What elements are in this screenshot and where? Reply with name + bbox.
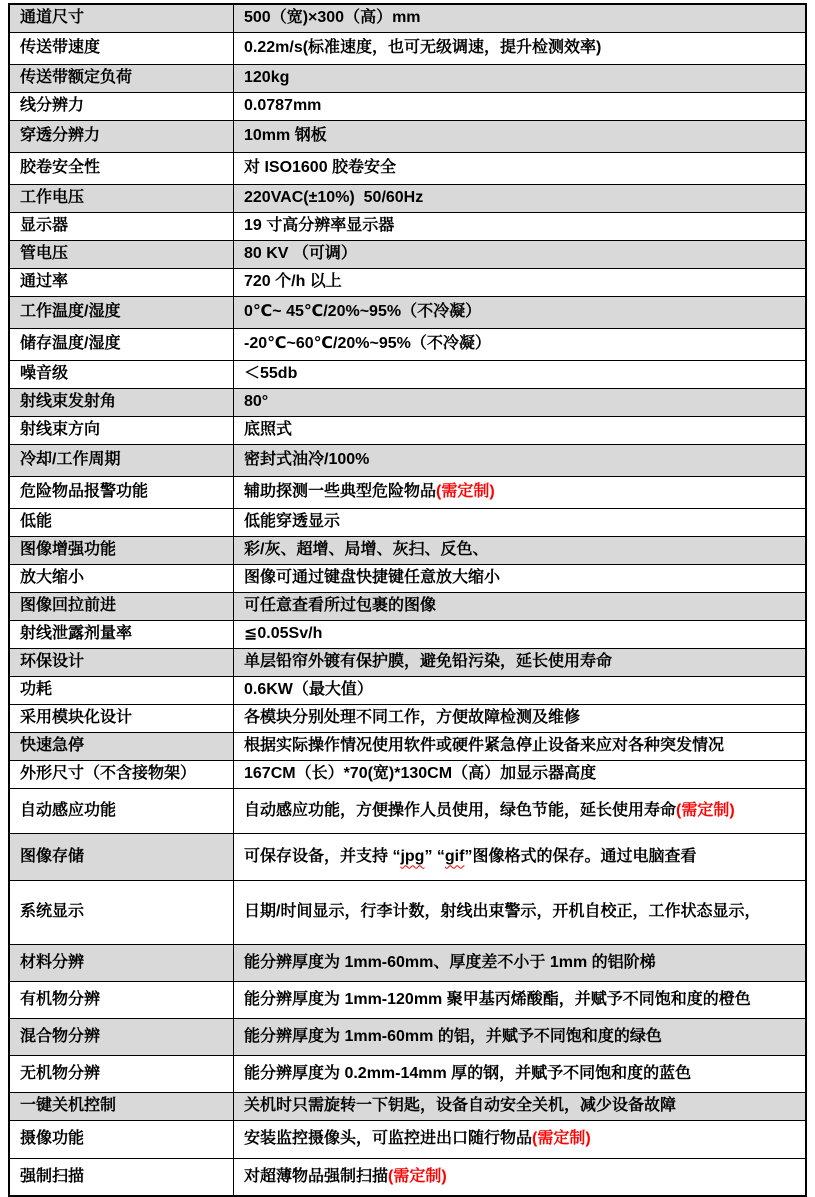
spec-value-segment: 日期/时间显示，行李计数，射线出束警示，开机自校正，工作状态显示， [244,903,761,921]
spec-value-cell [234,329,805,360]
spec-value-text [244,1129,591,1150]
spec-row [10,153,805,185]
spec-label-cell [10,5,234,32]
spec-label-text: 通道尺寸 [20,9,85,27]
spec-value-cell [234,297,805,328]
spec-value-segment: 能分辨厚度为 1mm-60mm 的铝，并赋予不同饱和度的绿色 [244,1027,662,1045]
spec-value-cell [234,477,805,508]
spec-label-cell [10,417,234,444]
spec-row [10,733,805,761]
spec-label-text: 采用模块化设计 [20,709,133,727]
spec-label-text: 传送带速度 [20,39,101,57]
spec-value-text [244,596,436,617]
spec-row [10,537,805,565]
spec-row [10,5,805,33]
spec-label-cell [10,761,234,788]
spec-row [10,185,805,213]
spec-label-cell [10,1019,234,1055]
spec-label-cell [10,509,234,536]
spec-value-cell [234,537,805,564]
spec-row [10,65,805,93]
spec-value-text [244,482,495,503]
spec-label-text: 射线束方向 [20,421,101,439]
spec-label-text: 冷却/工作周期 [20,451,121,469]
spec-row [10,677,805,705]
spec-label-text: 工作温度/湿度 [20,303,121,321]
spec-value-text [244,801,735,822]
spec-row [10,241,805,269]
spec-label-cell [10,677,234,704]
spec-value-text [244,512,340,533]
spec-label-cell [10,945,234,981]
spec-label-text: 危险物品报警功能 [20,483,149,501]
spec-label-text: 管电压 [20,245,69,263]
spec-row [10,329,805,361]
spec-label-cell [10,329,234,360]
spec-row [10,982,805,1019]
spec-value-text [244,364,297,385]
spec-value-segment: 120kg [244,69,290,87]
spec-value-segment: 能分辨厚度为 1mm-60mm、厚度差不小于 1mm 的铝阶梯 [244,953,656,971]
spec-value-segment: ≦0.05Sv/h [244,625,323,643]
spec-value-text [244,652,612,673]
spec-label-text: 自动感应功能 [20,801,117,819]
spec-value-segment: 167CM（长）*70(宽)*130CM（高）加显示器高度 [244,765,597,783]
spec-value-cell [234,649,805,676]
spec-value-segment: 对 ISO1600 胶卷安全 [244,159,397,177]
spec-value-text [244,624,322,645]
spec-value-segment: 图像可通过键盘快捷键任意放大缩小 [244,569,501,587]
spec-row [10,417,805,445]
spec-row [10,621,805,649]
spec-value-cell [234,509,805,536]
spec-value-text [244,96,321,117]
spec-value-segment: 可保存设备，并支持 “ [244,847,401,865]
spec-value-text [244,392,268,413]
spec-label-cell [10,834,234,880]
spec-row [10,705,805,733]
spec-label-text: 图像增强功能 [20,541,117,559]
spec-row [10,789,805,834]
spec-label-text: 线分辨力 [20,97,85,115]
spec-row [10,269,805,297]
spec-label-text: 一键关机控制 [20,1097,117,1115]
spec-row [10,297,805,329]
spec-label-cell [10,881,234,944]
spec-label-cell [10,1159,234,1195]
spec-value-segment: 底照式 [244,421,293,439]
spec-row [10,361,805,389]
spec-value-segment: (需定制) [532,1130,591,1148]
spec-value-cell [234,1159,805,1195]
spec-value-segment: 根据实际操作情况使用软件或硬件紧急停止设备来应对各种突发情况 [244,737,725,755]
spec-value-segment: 720 个/h 以上 [244,273,342,291]
spec-value-segment: 对超薄物品强制扫描 [244,1167,389,1185]
spec-value-cell [234,33,805,64]
spec-value-cell [234,705,805,732]
spec-value-cell [234,789,805,833]
spec-value-segment: ＜55db [244,365,298,383]
spec-value-text [244,680,373,701]
spec-label-text: 环保设计 [20,653,85,671]
spec-label-cell [10,649,234,676]
spec-label-text: 放大缩小 [20,569,85,587]
spec-value-cell [234,677,805,704]
spec-label-text: 噪音级 [20,365,69,383]
spec-value-text [244,902,760,923]
spec-value-cell [234,361,805,388]
spec-row [10,389,805,417]
spec-value-segment: 各模块分别处理不同工作，方便故障检测及维修 [244,709,581,727]
spec-label-text: 材料分辨 [20,953,85,971]
spec-value-text [244,450,369,471]
spec-label-text: 图像存储 [20,847,85,865]
spec-label-text: 外形尺寸（不含接物架） [20,765,197,783]
spec-value-cell [234,565,805,592]
spec-value-segment: 19 寸高分辨率显示器 [244,217,395,235]
spec-value-segment: 安装监控摄像头，可监控进出口随行物品 [244,1130,533,1148]
spec-label-cell [10,213,234,240]
spec-value-cell [234,121,805,152]
spec-value-segment: (需定制) [676,801,735,819]
spec-value-text [244,8,421,29]
spec-value-text [244,302,481,323]
spec-label-cell [10,733,234,760]
spec-label-text: 显示器 [20,217,69,235]
spec-label-cell [10,982,234,1018]
spec-value-segment: 0℃~ 45℃/20%~95%（不冷凝） [244,303,482,321]
spec-label-text: 射线束发射角 [20,393,117,411]
spec-value-cell [234,1056,805,1092]
spec-table [8,3,807,1197]
spec-value-cell [234,185,805,212]
spec-value-text [244,990,751,1011]
spec-value-segment: 单层铅帘外镀有保护膜，避免铅污染，延长使用寿命 [244,653,613,671]
spec-row [10,565,805,593]
spec-label-text: 功耗 [20,681,53,699]
spec-value-cell [234,241,805,268]
spec-row [10,1093,805,1121]
spec-row [10,445,805,477]
spec-value-segment: 自动感应功能，方便操作人员使用，绿色节能，延长使用寿命 [244,801,677,819]
spec-label-text: 图像回拉前进 [20,597,117,615]
spec-value-text [244,38,601,59]
spec-value-cell [234,733,805,760]
spec-value-cell [234,761,805,788]
spec-label-cell [10,153,234,184]
spec-label-cell [10,1056,234,1092]
spec-row [10,881,805,945]
spec-value-text [244,1167,447,1188]
spec-value-cell [234,269,805,296]
spec-label-cell [10,93,234,120]
spec-row [10,945,805,982]
spec-label-text: 系统显示 [20,903,85,921]
spec-label-cell [10,565,234,592]
spec-value-text [244,1096,676,1117]
spec-value-cell [234,417,805,444]
spec-label-text: 低能 [20,513,53,531]
spec-value-segment: -20℃~60℃/20%~95%（不冷凝） [244,335,491,353]
spec-label-cell [10,269,234,296]
spec-value-cell [234,1019,805,1055]
spec-value-text [244,847,696,868]
spec-label-text: 混合物分辨 [20,1027,101,1045]
spec-label-text: 强制扫描 [20,1167,85,1185]
spec-value-cell [234,945,805,981]
spec-value-cell [234,1121,805,1158]
spec-row [10,509,805,537]
spec-row [10,213,805,241]
spec-label-text: 快速急停 [20,737,85,755]
spec-label-text: 有机物分辨 [20,990,101,1008]
spec-label-cell [10,1093,234,1120]
spec-value-segment: ” “ [424,847,445,865]
spec-label-cell [10,789,234,833]
spec-label-cell [10,33,234,64]
spec-value-text [244,272,342,293]
spec-value-cell [234,881,805,944]
spec-value-segment: 能分辨厚度为 1mm-120mm 聚甲基丙烯酸酯，并赋予不同饱和度的橙色 [244,990,751,1008]
spec-value-cell [234,213,805,240]
spec-value-segment: 能分辨厚度为 0.2mm-14mm 厚的钢，并赋予不同饱和度的蓝色 [244,1064,692,1082]
spec-value-segment: gif [444,847,465,865]
spec-value-text [244,188,423,209]
spec-value-segment: (需定制) [436,483,495,501]
spec-label-cell [10,241,234,268]
spec-value-segment: 10mm 钢板 [244,127,327,145]
spec-value-text [244,1027,662,1048]
spec-value-cell [234,445,805,476]
spec-value-text [244,68,289,89]
spec-value-cell [234,1093,805,1120]
spec-label-cell [10,121,234,152]
spec-value-cell [234,621,805,648]
spec-value-text [244,334,491,355]
spec-value-text [244,540,488,561]
spec-value-text [244,736,724,757]
spec-value-text [244,953,656,974]
spec-value-segment: 80° [244,393,269,411]
spec-value-segment: (需定制) [388,1167,447,1185]
spec-value-segment: 0.6KW（最大值） [244,681,373,699]
spec-label-cell [10,537,234,564]
spec-label-cell [10,361,234,388]
spec-label-cell [10,477,234,508]
spec-label-text: 传送带额定负荷 [20,69,133,87]
spec-value-cell [234,593,805,620]
spec-value-cell [234,834,805,880]
spec-row [10,1159,805,1195]
spec-value-text [244,216,394,237]
spec-value-segment: 密封式油冷/100% [244,451,370,469]
spec-value-segment: 关机时只需旋转一下钥匙，设备自动安全关机，减少设备故障 [244,1097,677,1115]
spec-row [10,33,805,65]
spec-row [10,93,805,121]
spec-label-cell [10,389,234,416]
spec-value-segment: 彩/灰、超增、局增、灰扫、反色、 [244,541,489,559]
spec-label-text: 通过率 [20,273,69,291]
spec-row [10,649,805,677]
spec-value-cell [234,389,805,416]
spec-label-cell [10,65,234,92]
spec-label-cell [10,593,234,620]
spec-value-cell [234,93,805,120]
spec-value-cell [234,982,805,1018]
spec-label-cell [10,185,234,212]
spec-value-segment: 辅助探测一些典型危险物品 [244,483,437,501]
spec-row [10,1056,805,1093]
spec-value-segment: jpg [400,847,425,865]
spec-row [10,761,805,789]
spec-value-cell [234,65,805,92]
spec-value-segment: 500（宽)×300（高）mm [244,9,421,27]
spec-row [10,834,805,881]
spec-value-text [244,1064,691,1085]
spec-label-text: 无机物分辨 [20,1064,101,1082]
spec-value-segment: 0.0787mm [244,97,322,115]
spec-label-cell [10,705,234,732]
spec-row [10,477,805,509]
spec-row [10,1121,805,1159]
spec-label-cell [10,297,234,328]
spec-label-text: 工作电压 [20,189,85,207]
spec-label-cell [10,621,234,648]
spec-row [10,593,805,621]
spec-value-text [244,708,580,729]
spec-label-text: 储存温度/湿度 [20,335,121,353]
spec-label-cell [10,445,234,476]
spec-value-segment: 低能穿透显示 [244,513,341,531]
spec-value-segment: 0.22m/s(标准速度，也可无级调速，提升检测效率) [244,39,602,57]
spec-row [10,121,805,153]
spec-row [10,1019,805,1056]
spec-value-text [244,420,292,441]
spec-value-text [244,568,500,589]
spec-value-segment: 80 KV （可调） [244,245,357,263]
spec-label-text: 胶卷安全性 [20,159,101,177]
spec-value-text [244,158,396,179]
spec-value-text [244,244,357,265]
spec-value-text [244,126,327,147]
spec-label-text: 穿透分辨力 [20,127,101,145]
spec-value-segment: 可任意查看所过包裹的图像 [244,597,437,615]
spec-value-segment: ”图像格式的保存。通过电脑查看 [464,847,697,865]
spec-label-text: 射线泄露剂量率 [20,625,133,643]
spec-value-segment: 220VAC(±10%) 50/60Hz [244,189,424,207]
spec-value-cell [234,5,805,32]
spec-value-cell [234,153,805,184]
spec-label-cell [10,1121,234,1158]
spec-label-text: 摄像功能 [20,1130,85,1148]
spec-value-text [244,764,596,785]
